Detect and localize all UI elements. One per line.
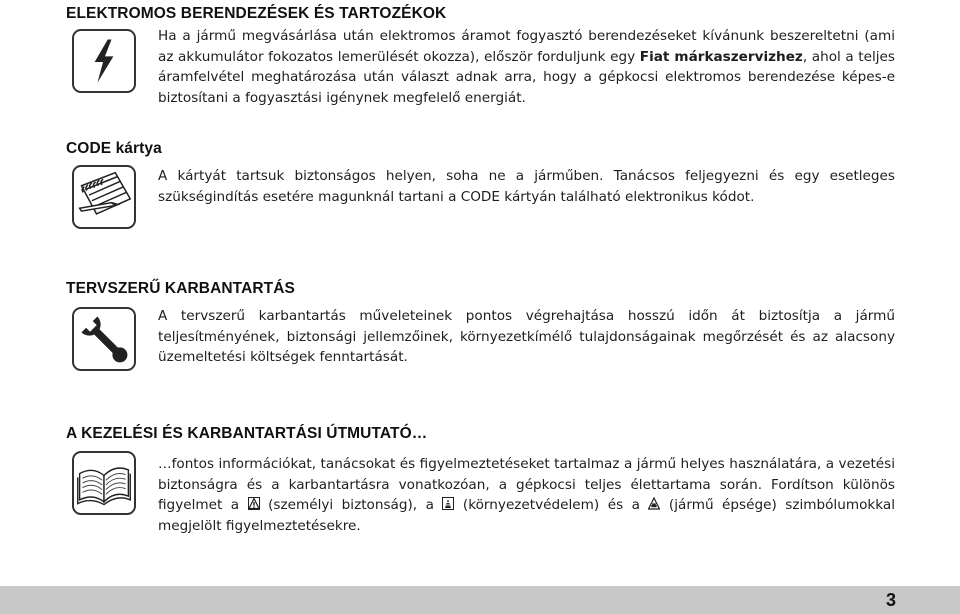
environment-icon <box>442 497 454 510</box>
wrench-icon <box>72 307 136 371</box>
vehicle-integrity-icon <box>648 497 660 510</box>
footer-bar <box>0 586 960 614</box>
electrical-paragraph: Ha a jármű megvásárlása után elektromos áramot fogyasztó berendezéseket kívánunk beszereltetni (ami az akkumulátor fokozatos lemerülését okozza), először forduljunk egy Fiat márkaszervizhez, ahol a teljes áramfelvétel meghatározása után választ adnak arra, hogy a gépkocsi elektromos berendezése képes-e biztosítani a fogyasztási igénynek megfelelő energiát. <box>158 28 895 106</box>
notebook-pen-icon <box>72 165 136 229</box>
fiat-service-bold: Fiat márkaszervizhez <box>639 48 803 65</box>
lightning-bolt-icon <box>72 29 136 93</box>
code-card-paragraph: A kártyát tartsuk biztonságos helyen, soha ne a járműben. Tanácsos feljegyezni és egy esetleges szükségindítás esetére magunknál tartani a CODE kártyán található elektronikus kódot. <box>158 168 895 205</box>
manual-paragraph: …fontos információkat, tanácsokat és figyelmeztetéseket tartalmaz a jármű helyes használatára, a vezetési biztonságra és a karbantartásra vonatkozóan, a gépkocsi teljes élettartama során. Fordítson különös figyelmet a (személyi biztonság), a (környezetvédelem) és a (jármű épsége) szimbólumokkal megjelölt figyelmeztetésekre. <box>158 456 895 534</box>
person-safety-icon <box>248 497 260 510</box>
section-heading-manual: A KEZELÉSI ÉS KARBANTARTÁSI ÚTMUTATÓ… <box>66 425 428 442</box>
section-heading-code-card: CODE kártya <box>66 140 162 157</box>
open-book-icon <box>72 451 136 515</box>
section-heading-maintenance: TERVSZERŰ KARBANTARTÁS <box>66 280 295 297</box>
maintenance-paragraph: A tervszerű karbantartás műveleteinek pontos végrehajtása hosszú időn át biztosítja a jármű teljesítményének, biztonsági jellemzőinek, környezetkímélő tulajdonságainak megőrzését és az alacsony üzemeltetési költségek fenntartását. <box>158 308 895 365</box>
section-heading-electrical: ELEKTROMOS BERENDEZÉSEK ÉS TARTOZÉKOK <box>66 5 447 22</box>
page-number: 3 <box>885 590 896 610</box>
